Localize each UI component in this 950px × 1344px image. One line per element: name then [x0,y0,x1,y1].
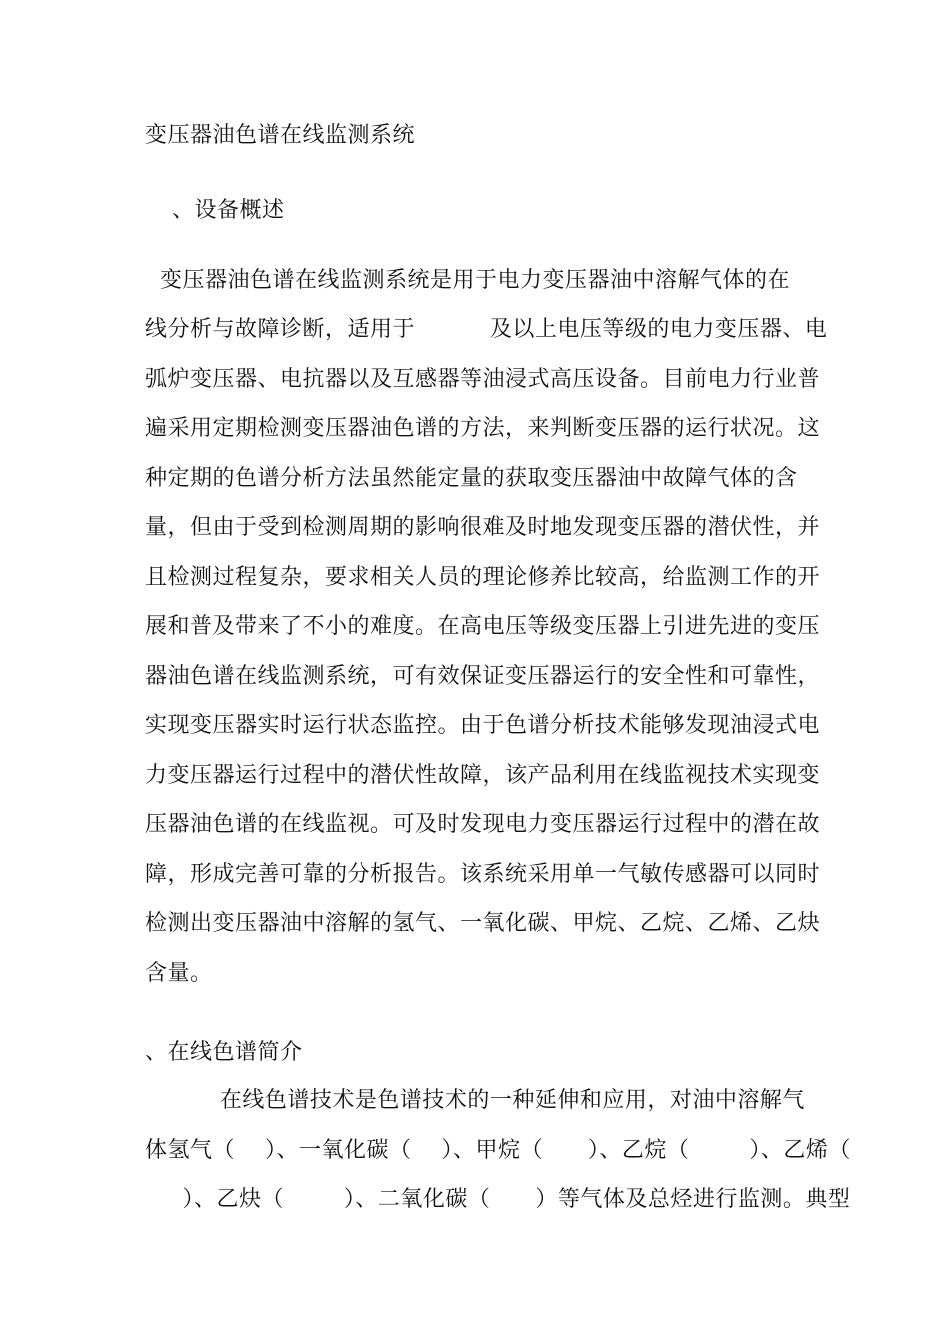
document-title: 变压器油色谱在线监测系统 [145,123,416,148]
paragraph-line: 压器油色谱的在线监视。可及时发现电力变压器运行过程中的潜在故 [145,812,821,837]
paragraph-line: 检测出变压器油中溶解的氢气、一氧化碳、甲烷、乙烷、乙烯、乙炔 [145,911,821,936]
paragraph-line: 弧炉变压器、电抗器以及互感器等油浸式高压设备。目前电力行业普 [145,367,821,392]
paragraph-line: 体氢气（ ）、一氧化碳（ ）、甲烷（ ）、乙烷（ ）、乙烯（ [145,1138,851,1163]
paragraph-line: 种定期的色谱分析方法虽然能定量的获取变压器油中故障气体的含 [145,466,798,491]
paragraph-line: 量，但由于受到检测周期的影响很难及时地发现变压器的潜伏性，并 [145,515,821,540]
paragraph-line: 变压器油色谱在线监测系统是用于电力变压器油中溶解气体的在 [145,268,790,293]
section-heading-overview: 、设备概述 [172,198,285,223]
paragraph-line: 展和普及带来了不小的难度。在高电压等级变压器上引进先进的变压 [145,614,821,639]
paragraph-line: 力变压器运行过程中的潜伏性故障，该产品利用在线监视技术实现变 [145,763,821,788]
paragraph-line: ）、乙炔（ ）、二氧化碳（ ）等气体及总烃进行监测。典型 [145,1187,851,1212]
paragraph-line: 在线色谱技术是色谱技术的一种延伸和应用，对油中溶解气 [145,1088,805,1113]
paragraph-line: 实现变压器实时运行状态监控。由于色谱分析技术能够发现油浸式电 [145,713,821,738]
section-heading-online-chromatography: 、在线色谱简介 [145,1040,303,1065]
paragraph-line: 遍采用定期检测变压器油色谱的方法，来判断变压器的运行状况。这 [145,416,821,441]
paragraph-line: 且检测过程复杂，要求相关人员的理论修养比较高，给监测工作的开 [145,565,821,590]
paragraph-line: 含量。 [145,961,213,986]
paragraph-line: 器油色谱在线监测系统，可有效保证变压器运行的安全性和可靠性， [145,664,821,689]
paragraph-line: 障，形成完善可靠的分析报告。该系统采用单一气敏传感器可以同时 [145,862,821,887]
paragraph-line: 线分析与故障诊断，适用于 及以上电压等级的电力变压器、电 [145,317,828,342]
